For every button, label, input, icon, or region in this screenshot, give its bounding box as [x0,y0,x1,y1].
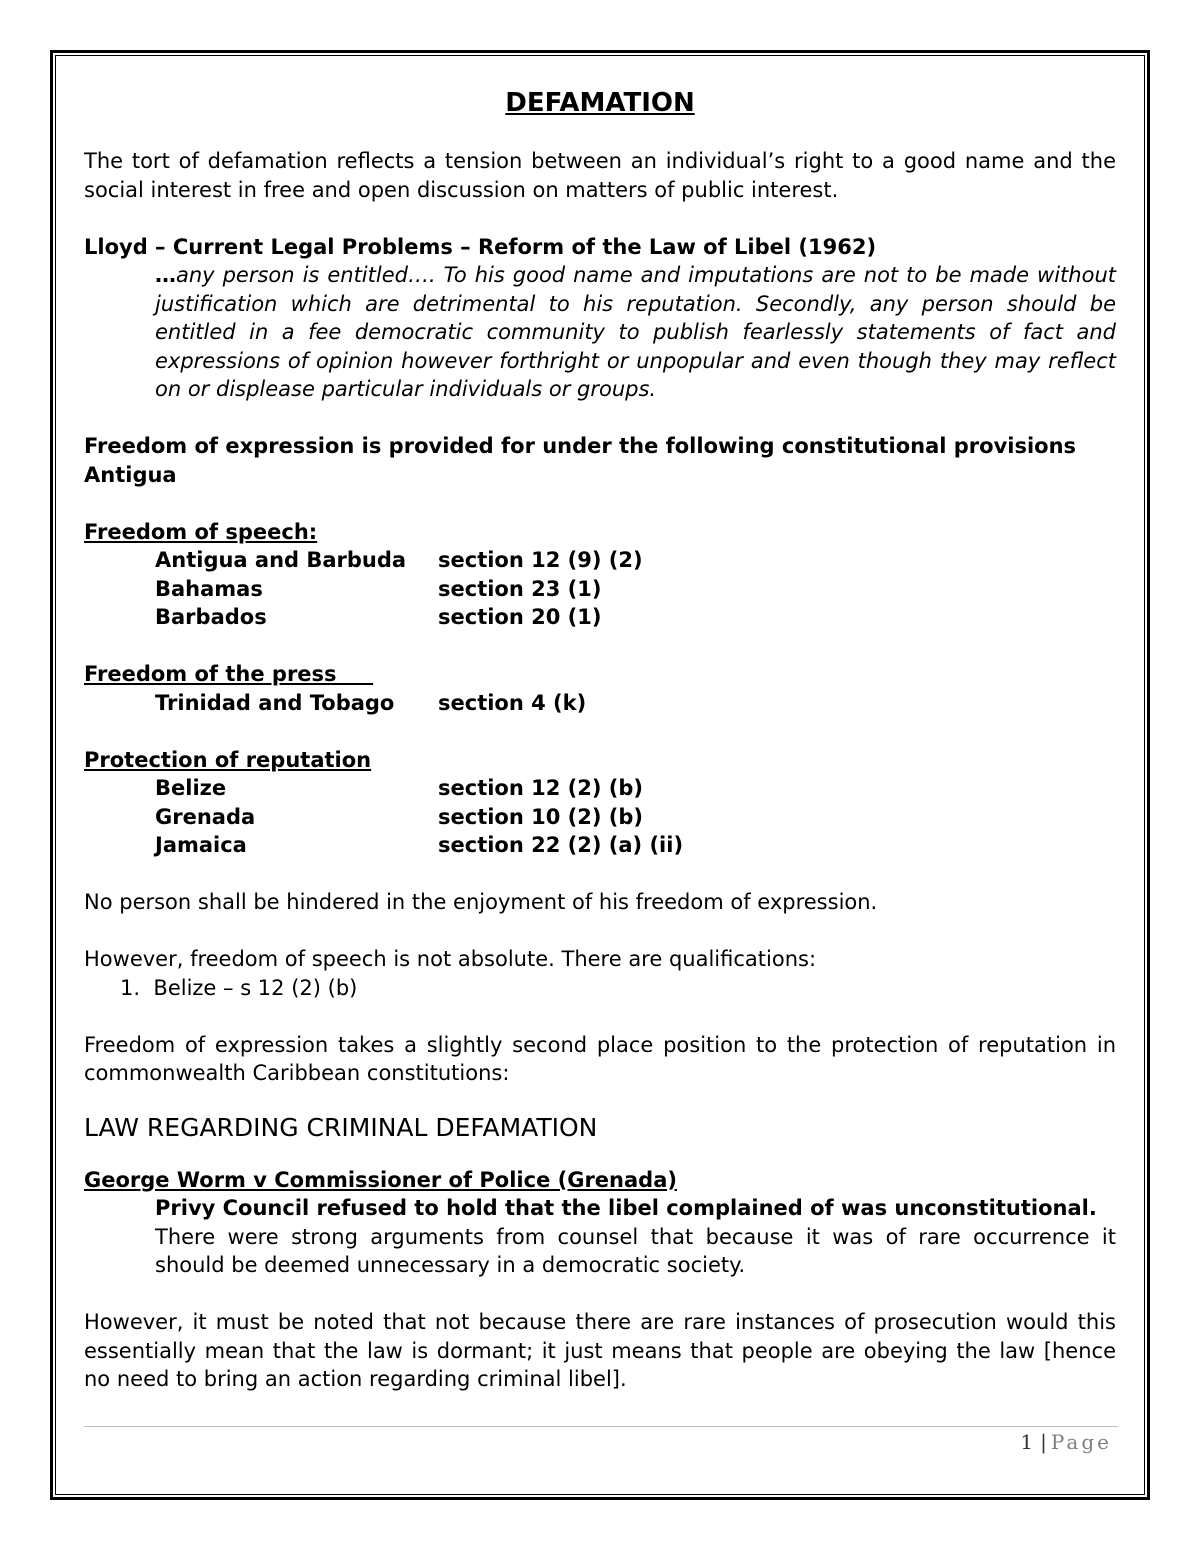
freedom-heading-line-1: Freedom of expression is provided for under the following constitutional provisions [84,434,1077,458]
case-holding: Privy Council refused to hold that the libel complained of was unconstitutional. [155,1196,1097,1220]
no-person-paragraph: No person shall be hindered in the enjoyment of his freedom of expression. [84,890,878,914]
speech-row: Antigua and Barbuda section 12 (9) (2) [155,548,643,572]
list-item: 1. Belize – s 12 (2) (b) [120,975,358,1000]
page-footer [1020,1430,1112,1454]
speech-heading: Freedom of speech: [84,519,318,544]
footer-separator: | [1040,1430,1047,1454]
document-title: DEFAMATION [505,88,695,118]
quote-text: any person is entitled…. To his good name and imputations are not to be made without justification which are detrimental to his reputation. Secondly, any person should be entitled in a fee democratic community to publish fearlessly statements of fact and expressions of opinion however forthright or unpopular and even though they may reflect on or displease particular individuals or groups. [155,263,1116,401]
second-place-paragraph: Freedom of expression takes a slightly second place position to the protection of reputation in commonwealth Caribbean constitutions: [84,1032,1116,1085]
intro-paragraph: The tort of defamation reflects a tension between an individual’s right to a good name and the social interest in free and open discussion on matters of public interest. [84,149,1116,202]
however-paragraph: However, freedom of speech is not absolute. There are qualifications: [84,947,817,971]
reputation-row: Belize section 12 (2) (b) [155,776,643,800]
speech-row: Barbados section 20 (1) [155,605,602,629]
reputation-row: Grenada section 10 (2) (b) [155,804,643,829]
case-heading: George Worm v Commissioner of Police (Grenada) [84,1167,677,1192]
quote-lead: … [155,263,176,287]
speech-row: Bahamas section 23 (1) [155,576,602,601]
freedom-heading-line-2: Antigua [84,462,177,487]
press-heading: Freedom of the press [84,662,337,686]
page-number: 1 [1020,1430,1037,1454]
case-text: There were strong arguments from counsel that because it was of rare occurrence it should be deemed unnecessary in a democratic society. [155,1224,1116,1277]
reputation-row: Jamaica section 22 (2) (a) (ii) [155,833,684,857]
page-label: Page [1050,1430,1112,1454]
criminal-defamation-heading: LAW REGARDING CRIMINAL DEFAMATION [84,1112,598,1142]
press-row: Trinidad and Tobago section 4 (k) [155,690,587,715]
however-dormant-paragraph: However, it must be noted that not because there are rare instances of prosecution would this essentially mean that the law is dormant; it just means that people are obeying the law [hence no need to bring an action regarding criminal libel]. [84,1310,1116,1391]
footer-divider [84,1426,1118,1427]
document-body [84,86,1116,1394]
lloyd-quote [155,261,1116,404]
lloyd-heading: Lloyd – Current Legal Problems – Reform of the Law of Libel (1962) [84,234,877,259]
reputation-heading: Protection of reputation [84,747,372,772]
